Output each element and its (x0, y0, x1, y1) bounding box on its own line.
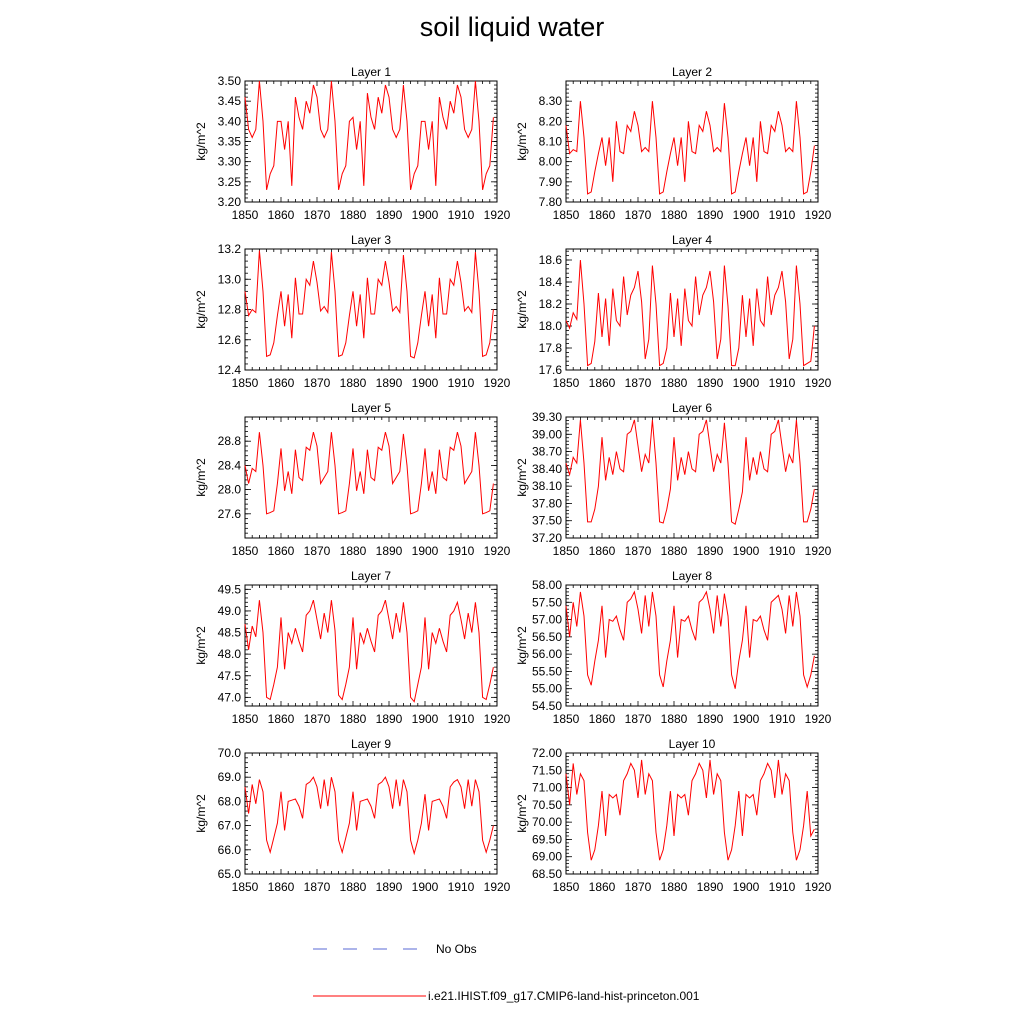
x-tick-label: 1870 (624, 880, 652, 894)
legend-obs-line (313, 942, 419, 956)
y-tick-label: 13.2 (217, 242, 241, 256)
panel-title: Layer 7 (350, 569, 392, 583)
y-tick-label: 3.40 (217, 114, 241, 129)
x-tick-label: 1850 (231, 376, 259, 390)
series-line (566, 260, 814, 366)
panel-layer-5 (194, 401, 511, 558)
y-tick-label: 57.00 (531, 612, 562, 627)
x-tick-label: 1900 (732, 544, 760, 558)
x-tick-label: 1920 (804, 544, 832, 558)
y-tick-label: 70.00 (531, 815, 562, 830)
legend-model-line (313, 989, 426, 1003)
x-tick-label: 1850 (552, 376, 580, 390)
x-tick-label: 1860 (267, 376, 295, 390)
y-tick-label: 56.50 (531, 629, 562, 644)
x-tick-label: 1850 (552, 712, 580, 726)
panel-title: Layer 5 (350, 401, 392, 415)
x-tick-label: 1900 (411, 376, 439, 390)
x-tick-label: 1890 (696, 544, 724, 558)
y-tick-label: 27.6 (217, 506, 241, 521)
y-tick-label: 8.00 (538, 154, 562, 169)
x-tick-label: 1870 (303, 712, 331, 726)
y-tick-label: 3.45 (217, 94, 241, 109)
panel-layer-8 (515, 569, 832, 726)
x-tick-label: 1910 (768, 712, 796, 726)
x-tick-label: 1850 (231, 880, 259, 894)
y-tick-label: 3.35 (217, 134, 241, 149)
x-tick-label: 1910 (447, 208, 475, 222)
x-tick-label: 1850 (552, 544, 580, 558)
y-tick-label: 55.00 (531, 681, 562, 696)
y-tick-label: 12.4 (217, 363, 241, 377)
x-tick-label: 1860 (588, 712, 616, 726)
y-tick-label: 39.00 (531, 427, 562, 442)
y-tick-label: 69.0 (217, 770, 241, 785)
x-tick-label: 1870 (624, 544, 652, 558)
x-tick-label: 1900 (732, 376, 760, 390)
y-tick-label: 3.50 (217, 74, 241, 88)
y-tick-label: 38.40 (531, 461, 562, 476)
x-tick-label: 1920 (483, 544, 511, 558)
y-tick-label: 8.20 (538, 114, 562, 129)
x-tick-label: 1910 (447, 712, 475, 726)
y-axis-label: kg/m^2 (194, 122, 208, 161)
x-tick-label: 1880 (339, 376, 367, 390)
y-tick-label: 56.00 (531, 647, 562, 662)
x-tick-label: 1900 (411, 544, 439, 558)
x-tick-label: 1910 (447, 376, 475, 390)
panel-title: Layer 1 (350, 65, 392, 79)
series-line (245, 432, 493, 514)
x-tick-label: 1890 (696, 712, 724, 726)
plot-frame (566, 249, 818, 370)
x-tick-label: 1920 (483, 208, 511, 222)
y-tick-label: 37.50 (531, 513, 562, 528)
panel-title: Layer 4 (671, 233, 713, 247)
x-tick-label: 1860 (588, 544, 616, 558)
x-tick-label: 1890 (375, 712, 403, 726)
panel-title: Layer 8 (671, 569, 713, 583)
panel-title: Layer 6 (671, 401, 713, 415)
x-tick-label: 1920 (804, 208, 832, 222)
y-tick-label: 48.0 (217, 647, 241, 662)
y-tick-label: 72.00 (531, 746, 562, 760)
legend-obs (313, 942, 477, 956)
y-tick-label: 18.0 (538, 319, 562, 333)
legend-model (313, 989, 699, 1003)
x-tick-label: 1880 (339, 712, 367, 726)
x-tick-label: 1920 (483, 712, 511, 726)
panel-title: Layer 2 (671, 65, 713, 79)
x-tick-label: 1870 (303, 544, 331, 558)
x-tick-label: 1850 (552, 208, 580, 222)
y-tick-label: 49.5 (217, 582, 241, 597)
panel-layer-9 (194, 737, 511, 894)
x-tick-label: 1890 (375, 208, 403, 222)
y-tick-label: 38.10 (531, 479, 562, 494)
x-tick-label: 1890 (375, 880, 403, 894)
series-line (566, 101, 814, 194)
x-tick-label: 1920 (483, 880, 511, 894)
x-tick-label: 1870 (624, 712, 652, 726)
panel-layer-3 (194, 233, 511, 390)
y-axis-label: kg/m^2 (515, 458, 529, 497)
x-tick-label: 1880 (660, 712, 688, 726)
panel-title: Layer 9 (350, 737, 392, 751)
figure-title: soil liquid water (419, 12, 605, 42)
y-tick-label: 28.8 (217, 434, 241, 449)
x-tick-label: 1880 (660, 880, 688, 894)
y-tick-label: 67.0 (217, 818, 241, 833)
x-tick-label: 1880 (339, 880, 367, 894)
panel-title: Layer 10 (668, 737, 716, 751)
x-tick-label: 1910 (768, 208, 796, 222)
y-tick-label: 68.50 (531, 867, 562, 881)
legend-model-label: i.e21.IHIST.f09_g17.CMIP6-land-hist-princeton.001 (428, 989, 700, 1003)
y-tick-label: 54.50 (531, 699, 562, 713)
x-tick-label: 1860 (588, 376, 616, 390)
y-axis-label: kg/m^2 (194, 626, 208, 665)
x-tick-label: 1920 (804, 712, 832, 726)
x-tick-label: 1890 (696, 376, 724, 390)
y-tick-label: 13.0 (217, 272, 241, 287)
y-tick-label: 55.50 (531, 664, 562, 679)
y-tick-label: 28.0 (217, 482, 241, 497)
y-axis-label: kg/m^2 (194, 290, 208, 329)
y-tick-label: 69.50 (531, 832, 562, 847)
panel-layer-1 (194, 65, 511, 222)
series-line (245, 81, 493, 190)
y-tick-label: 70.50 (531, 797, 562, 812)
y-tick-label: 66.0 (217, 842, 241, 857)
legend-obs-label: No Obs (436, 942, 477, 956)
y-tick-label: 8.30 (538, 94, 562, 109)
x-tick-label: 1910 (768, 376, 796, 390)
y-tick-label: 47.0 (217, 690, 241, 705)
y-tick-label: 71.00 (531, 780, 562, 795)
x-tick-label: 1900 (732, 712, 760, 726)
y-tick-label: 39.30 (531, 410, 562, 424)
x-tick-label: 1920 (483, 376, 511, 390)
x-tick-label: 1890 (696, 880, 724, 894)
x-tick-label: 1910 (768, 544, 796, 558)
x-tick-label: 1850 (231, 712, 259, 726)
series-line (566, 420, 814, 524)
x-tick-label: 1880 (339, 208, 367, 222)
x-tick-label: 1870 (303, 880, 331, 894)
x-tick-label: 1860 (267, 712, 295, 726)
y-tick-label: 7.80 (538, 195, 562, 209)
plot-frame (245, 81, 497, 202)
x-tick-label: 1880 (660, 376, 688, 390)
x-tick-label: 1860 (588, 880, 616, 894)
series-line (245, 251, 493, 358)
series-line (245, 600, 493, 702)
x-tick-label: 1880 (339, 544, 367, 558)
x-tick-label: 1900 (411, 712, 439, 726)
y-tick-label: 18.6 (538, 253, 562, 267)
x-tick-label: 1870 (624, 376, 652, 390)
y-tick-label: 3.20 (217, 195, 241, 209)
y-tick-label: 3.25 (217, 174, 241, 189)
x-tick-label: 1860 (588, 208, 616, 222)
y-tick-label: 70.0 (217, 746, 241, 760)
y-tick-label: 3.30 (217, 154, 241, 169)
x-tick-label: 1870 (624, 208, 652, 222)
y-tick-label: 28.4 (217, 458, 241, 473)
panel-title: Layer 3 (350, 233, 392, 247)
y-tick-label: 18.4 (538, 275, 562, 289)
x-tick-label: 1890 (375, 376, 403, 390)
y-tick-label: 12.8 (217, 302, 241, 317)
x-tick-label: 1900 (411, 208, 439, 222)
x-tick-label: 1870 (303, 376, 331, 390)
x-tick-label: 1850 (231, 544, 259, 558)
x-tick-label: 1910 (768, 880, 796, 894)
y-axis-label: kg/m^2 (515, 626, 529, 665)
y-tick-label: 37.20 (531, 531, 562, 545)
x-tick-label: 1900 (732, 880, 760, 894)
y-tick-label: 18.2 (538, 297, 562, 311)
y-tick-label: 8.10 (538, 134, 562, 149)
x-tick-label: 1890 (696, 208, 724, 222)
y-tick-label: 17.6 (538, 363, 562, 377)
y-tick-label: 38.70 (531, 444, 562, 459)
y-tick-label: 68.0 (217, 794, 241, 809)
x-tick-label: 1860 (267, 880, 295, 894)
y-axis-label: kg/m^2 (515, 290, 529, 329)
x-tick-label: 1890 (375, 544, 403, 558)
y-tick-label: 58.00 (531, 578, 562, 592)
x-tick-label: 1870 (303, 208, 331, 222)
y-tick-label: 7.90 (538, 174, 562, 189)
panel-layer-10 (515, 737, 832, 894)
series-line (566, 760, 814, 860)
x-tick-label: 1880 (660, 208, 688, 222)
y-tick-label: 49.0 (217, 603, 241, 618)
panel-layer-7 (194, 569, 511, 726)
y-axis-label: kg/m^2 (194, 458, 208, 497)
x-tick-label: 1860 (267, 208, 295, 222)
x-tick-label: 1910 (447, 544, 475, 558)
x-tick-label: 1850 (552, 880, 580, 894)
y-axis-label: kg/m^2 (515, 794, 529, 833)
y-axis-label: kg/m^2 (515, 122, 529, 161)
x-tick-label: 1920 (804, 376, 832, 390)
y-tick-label: 17.8 (538, 341, 562, 355)
x-tick-label: 1880 (660, 544, 688, 558)
x-tick-label: 1920 (804, 880, 832, 894)
x-tick-label: 1910 (447, 880, 475, 894)
x-tick-label: 1860 (267, 544, 295, 558)
x-tick-label: 1850 (231, 208, 259, 222)
panel-layer-4 (515, 233, 832, 390)
series-line (566, 592, 814, 689)
y-tick-label: 48.5 (217, 625, 241, 640)
y-tick-label: 37.80 (531, 496, 562, 511)
x-tick-label: 1900 (732, 208, 760, 222)
y-tick-label: 47.5 (217, 668, 241, 683)
x-tick-label: 1900 (411, 880, 439, 894)
y-tick-label: 69.00 (531, 849, 562, 864)
plot-frame (566, 81, 818, 202)
y-tick-label: 71.50 (531, 763, 562, 778)
y-tick-label: 57.50 (531, 595, 562, 610)
y-axis-label: kg/m^2 (194, 794, 208, 833)
y-tick-label: 12.6 (217, 332, 241, 347)
panel-layer-2 (515, 65, 832, 222)
series-line (245, 777, 493, 853)
y-tick-label: 65.0 (217, 867, 241, 881)
panel-layer-6 (515, 401, 832, 558)
